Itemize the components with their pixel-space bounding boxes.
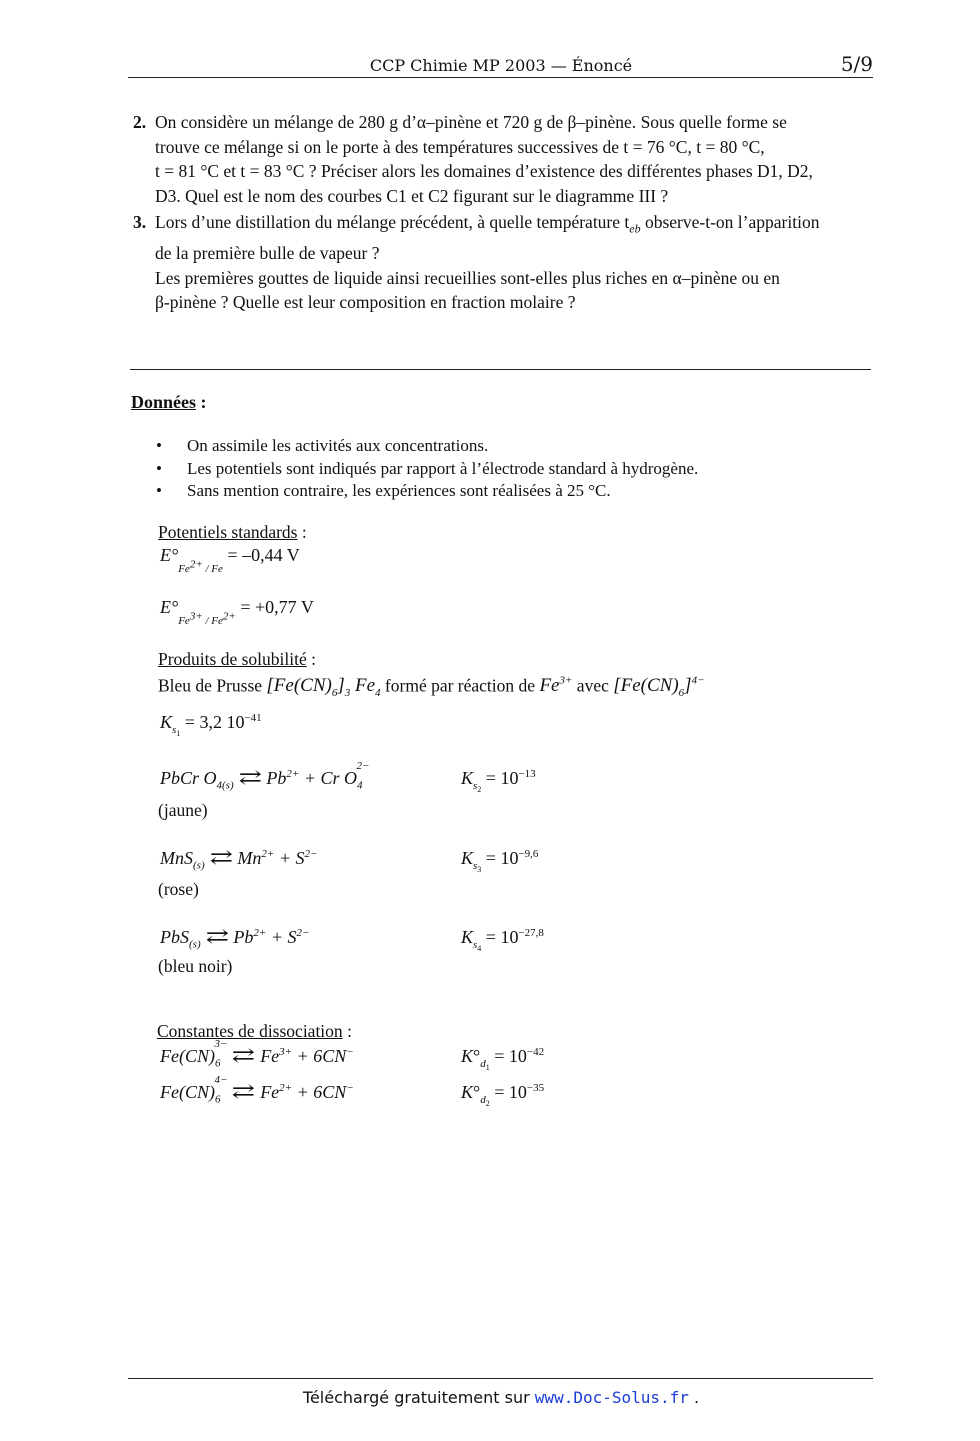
page-number: 5/9 (840, 52, 873, 76)
solubilite-heading: Produits de solubilité : (158, 649, 316, 669)
ks4-value: $K_{s_4} = 10^{-27,8}$ (461, 927, 544, 953)
kd2-value: $K^\circ_{d_2} = 10^{-35}$ (461, 1082, 545, 1108)
question-2-number: 2. (133, 112, 147, 132)
question-2-line-1: On considère un mélange de 280 g d’α–pinène et 720 g de β–pinène. Sous quelle forme se (155, 112, 787, 132)
question-2-line-2: trouve ce mélange si on le porte à des températures successives de t = 76 °C, t = 80 °C, (155, 136, 765, 157)
reaction-pbcro4: PbCr $O_{4(s)}$ ⇄ $Pb^{2+} + Cr$ $O_4^{2-}$ (160, 760, 370, 792)
question-3-line-4: β-pinène ? Quelle est leur composition en fraction molaire ? (155, 292, 576, 312)
question-2 (133, 110, 871, 208)
donnees-heading: Données : (131, 392, 207, 412)
reaction-mns: MnS$_{(s)}$ ⇄ $Mn^{2+} + S^{2-}$ (160, 847, 318, 872)
reaction-fecn6-3: $Fe(CN)_6^{3-}⇄$ $Fe^{3+} + 6CN^-$ (160, 1038, 354, 1070)
donnees-bullets (156, 435, 867, 503)
caption-jaune: (jaune) (158, 800, 208, 820)
doc-solus-link[interactable]: www.Doc-Solus.fr (534, 1388, 689, 1407)
header-title: CCP Chimie MP 2003 — Énoncé (369, 56, 633, 75)
question-3-line-3: Les premières gouttes de liquide ainsi recueillies sont-elles plus riches en α–pinène ou en (155, 267, 780, 288)
question-3-line-1: Lors d’une distillation du mélange précédent, à quelle température $t_{eb}$ observe-t-on l’apparition (155, 212, 820, 236)
potentiels-heading: Potentiels standards : (158, 522, 307, 542)
ks3-value: $K_{s_3} = 10^{-9,6}$ (461, 848, 539, 874)
caption-bleu-noir: (bleu noir) (158, 956, 233, 976)
question-3-number: 3. (133, 212, 147, 232)
question-3-line-2: de la première bulle de vapeur ? (155, 243, 380, 263)
dissociation-heading: Constantes de dissociation : (157, 1021, 352, 1041)
kd1-value: $K^\circ_{d_1} = 10^{-42}$ (461, 1046, 545, 1072)
potential-fe2-fe: $E^\circ_{Fe^{2+} / Fe} = -0,44$ V (160, 545, 300, 575)
footer-rule (128, 1378, 873, 1379)
question-2-line-4: D3. Quel est le nom des courbes C1 et C2 figurant sur le diagramme III ? (155, 185, 669, 206)
footer: Téléchargé gratuitement sur www.Doc-Solus.fr . (302, 1388, 700, 1407)
bullet-item: • Sans mention contraire, les expériences sont réalisées à 25 °C. (156, 481, 611, 500)
potential-fe3-fe2: $E^\circ_{Fe^{3+} / Fe^{2+}} = +0,77$ V (160, 597, 314, 627)
bleu-de-prusse-line: Bleu de Prusse $[Fe(CN)_6]_3$ $Fe_4$ formé par réaction de $Fe^{3+}$ avec $[Fe(CN)_6]^{4-}$ (158, 675, 705, 700)
section-separator (130, 369, 871, 370)
reaction-pbs: PbS$_{(s)}$ ⇄ $Pb^{2+} + S^{2-}$ (160, 926, 310, 951)
bullet-item: • On assimile les activités aux concentrations. (156, 436, 489, 455)
header-rule (128, 77, 873, 78)
ks1-value: $K_{s_1} = 3,2$ $10^{-41}$ (160, 712, 262, 738)
ks2-value: $K_{s_2} = 10^{-13}$ (461, 768, 536, 794)
caption-rose: (rose) (158, 879, 199, 899)
reaction-fecn6-4: $Fe(CN)_6^{4-}⇄$ $Fe^{2+} + 6CN^-$ (160, 1074, 354, 1106)
bullet-item: • Les potentiels sont indiqués par rapport à l’électrode standard à hydrogène. (156, 458, 699, 478)
question-3 (133, 210, 871, 315)
question-2-line-3: t = 81 °C et t = 83 °C ? Préciser alors les domaines d’existence des différentes phases D1, D2, (155, 161, 813, 181)
